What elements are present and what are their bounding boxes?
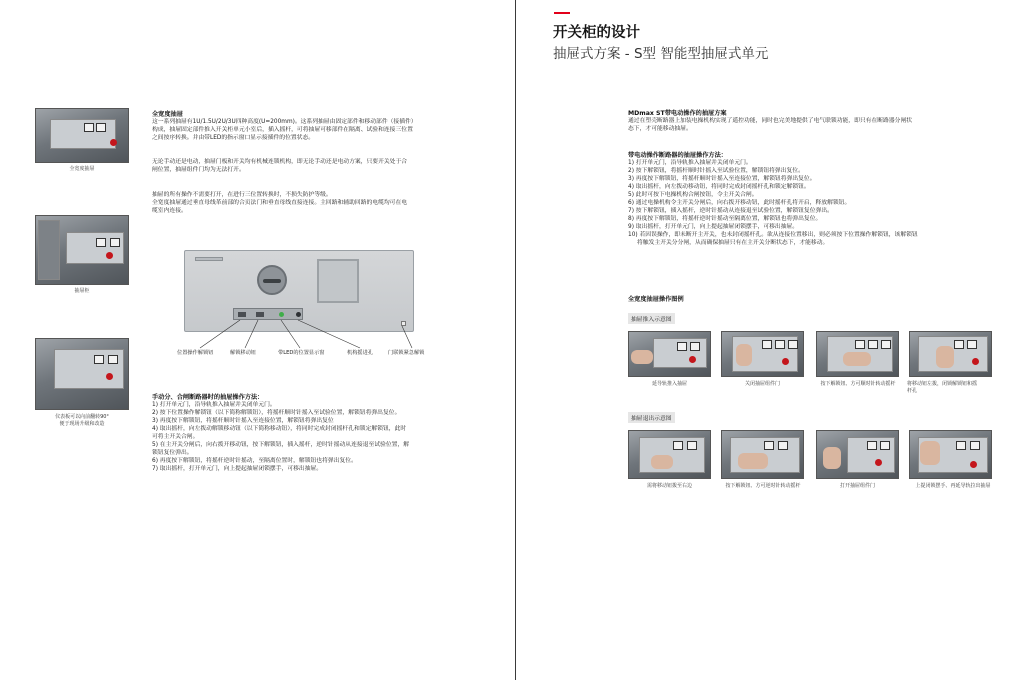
electric-drawer-para: [628, 117, 912, 133]
label-crank-hole: 机构摇进孔: [347, 350, 373, 356]
pull-step-2-photo: [721, 430, 804, 479]
step-item: 3) 再度按下解锁钮，将摇杆顺时针摇入至连接位置，解锁钮将弹出复位。: [628, 176, 816, 182]
photo-caption-3-line1: 仪表板可以向前翻转90°: [55, 414, 109, 420]
step-item: 8) 再度按下解锁钮，将摇杆逆时针摇动至隔离位置，解锁钮也将弹出复位。: [628, 216, 822, 222]
step-item: 7) 按下解锁钮，插入摇杆，逆时针摇动从连接退至试验位置，解锁钮复位弹出。: [628, 208, 833, 214]
text-line: 构成，抽屉固定部件推入开关柜单元小室后，插入摇杆，可将抽屉可移部件在隔离、试验和连接三位置: [152, 127, 413, 133]
manual-operation-steps: [152, 401, 409, 473]
step-item: 锁钮复位弹出。: [152, 450, 193, 456]
pull-step-1-photo: [628, 430, 711, 479]
push-caption-4-line2: 杆孔: [907, 388, 918, 394]
text-line: 抽屉的所有操作不需要打开，在进行三位置转换时，不损失防护等级。: [152, 192, 332, 198]
step-item: 5) 在主开关分闸后，向右拨开移动钮，按下解锁钮，插入摇杆，逆时针摇动从连接退至试验位置，解: [152, 442, 410, 448]
section-heading-illustrations: 全宽度抽屉操作图例: [628, 296, 684, 303]
text-line: 缆室内连接。: [152, 208, 187, 214]
photo-caption-2: 抽屉柜: [74, 288, 90, 294]
push-caption-4-line1: 将移动钮左拨，闭锁解锁钮和摇: [907, 381, 978, 387]
label-position-unlock-button: 位置操作解锁钮: [177, 350, 214, 356]
text-line: 之间按序转换。并由带LED的指示窗口显示接插件的位置状态。: [152, 135, 315, 141]
photo-caption-1: 全宽度抽屉: [69, 166, 95, 172]
text-line: 闸位置，抽屉组件门均为无法打开。: [152, 167, 245, 173]
push-step-3-photo: [816, 331, 899, 377]
photo-caption-3-line2: 便于现场升级和改造: [59, 421, 105, 427]
left-page: [0, 0, 515, 680]
section-heading-full-width-drawer: 全宽度抽屉: [152, 111, 183, 118]
label-unlock-move-button: 解锁移动钮: [230, 350, 256, 356]
section-heading-electric-drawer: MDmax ST带电动操作的抽屉方案: [628, 110, 727, 117]
push-caption-2: 关闭抽屉组件门: [744, 381, 780, 387]
step-item: 可将主开关合闸。: [152, 434, 199, 440]
page-subtitle: 抽屉式方案 - S型 智能型抽屉式单元: [553, 46, 769, 62]
step-item: 4) 取出摇杆，向左拨动移动钮，将同时完成封闭摇杆孔和锁定解锁钮。: [628, 184, 810, 190]
text-line: 这一系列抽屉有1U/1.5U/2U/3U四种高度(U=200mm)。这系列抽屉由固定部件和移动部件（接插件）: [152, 119, 417, 125]
push-caption-1: 延导轨推入抽屉: [651, 381, 687, 387]
push-step-1-photo: [628, 331, 711, 377]
step-item: 将触发主开关分分闸，从而确保抽屉只有在主开关分断状态下，才能移动。: [637, 240, 829, 246]
pull-caption-1: 需将移动钮拨至右边: [646, 483, 692, 489]
text-line: 通过在塑壳断路器上加装电操机构实现了遥控功能，同时也完美地提供了电气联锁功能，即只有在断路器分闸状: [628, 118, 913, 124]
push-step-2-photo: [721, 331, 804, 377]
step-item: 1) 打开单元门，沿导轨推入抽屉并关闭单元门。: [628, 160, 752, 166]
step-item: 2) 按下解锁钮，将摇杆顺时针摇入至试验位置，解锁钮将弹出复位。: [628, 168, 804, 174]
section-heading-manual-operation: 手动分、合闸断路器时的抽屉操作方法：: [152, 394, 264, 401]
text-line: 无论手动还是电动，抽屉门板和开关均有机械连锁机构，即无论手动还是电动方案，只要开关处于合: [152, 159, 408, 165]
push-in-tag: 抽屉推入示意图: [628, 313, 675, 324]
pull-caption-3: 打开抽屉组件门: [839, 483, 875, 489]
title-accent-bar: [554, 12, 570, 14]
text-line: 全宽度抽屉通过垂直母线革前部的合页法门和垂直母线直接连接。主回路和辅助回路的电缆均可在电: [152, 200, 408, 206]
push-step-4-photo: [909, 331, 992, 377]
text-line: 态下，才可能移动抽屉。: [628, 126, 692, 132]
pull-step-3-photo: [816, 430, 899, 479]
page-title: 开关柜的设计: [553, 25, 640, 41]
step-item: 1) 打开单元门，沿导轨推入抽屉并关闭单元门。: [152, 402, 276, 408]
section-heading-electric-operation: 带电动操作断路器的抽屉操作方法：: [628, 152, 727, 159]
label-door-emergency-release: 门联锁紧急解锁: [388, 350, 425, 356]
push-caption-4: [907, 381, 999, 395]
step-item: 10) 若因误操作，即未断开主开关，也未封闭摇杆孔。欲从连接位置移出，则必须按下位置操作解锁钮，该解锁钮: [628, 232, 918, 238]
diagram-leader-lines: [0, 0, 515, 680]
pull-caption-4: 上提闭锁摆手、再延导轨拉出抽屉: [915, 483, 991, 489]
step-item: 5) 此时可按下电操机构合闸按钮，令主开关合闸。: [628, 192, 758, 198]
step-item: 2) 按下位置操作解锁钮（以下简称解锁钮），将摇杆顺时针摇入至试验位置，解锁钮将弹出复位。: [152, 410, 401, 416]
pull-caption-2: 按下解锁钮、方可逆时针转动摇杆: [725, 483, 801, 489]
electric-operation-steps: [628, 159, 918, 247]
step-item: 3) 再度按下解锁钮，将摇杆顺时针摇入至连接位置，解锁钮将弹出复位: [152, 418, 334, 424]
step-item: 9) 取出摇杆，打开单元门，向上提起抽屉闭锁摆手，可移出抽屉。: [628, 224, 799, 230]
step-item: 7) 取出摇杆，打开单元门，向上提起抽屉闭锁摆手，可移出抽屉。: [152, 466, 323, 472]
step-item: 6) 再度按下解锁钮，将摇杆逆时针摇动，至隔离位置时，解锁钮也将弹出复位。: [152, 458, 357, 464]
label-led-window: 带LED的位置显示窗: [278, 350, 325, 356]
pull-step-4-photo: [909, 430, 992, 479]
push-caption-3: 按下解锁钮、方可顺时针转动摇杆: [820, 381, 896, 387]
step-item: 6) 通过电操机构令主开关分闸后，向右拨开移动钮，此时摇杆孔将开启，释放解锁钮。: [628, 200, 851, 206]
pull-out-tag: 抽屉退出示意图: [628, 412, 675, 423]
step-item: 4) 取出摇杆，向左拨动解锁移动钮（以下简称移动钮），将同时完成封闭摇杆孔和锁定解锁钮，此时: [152, 426, 407, 432]
